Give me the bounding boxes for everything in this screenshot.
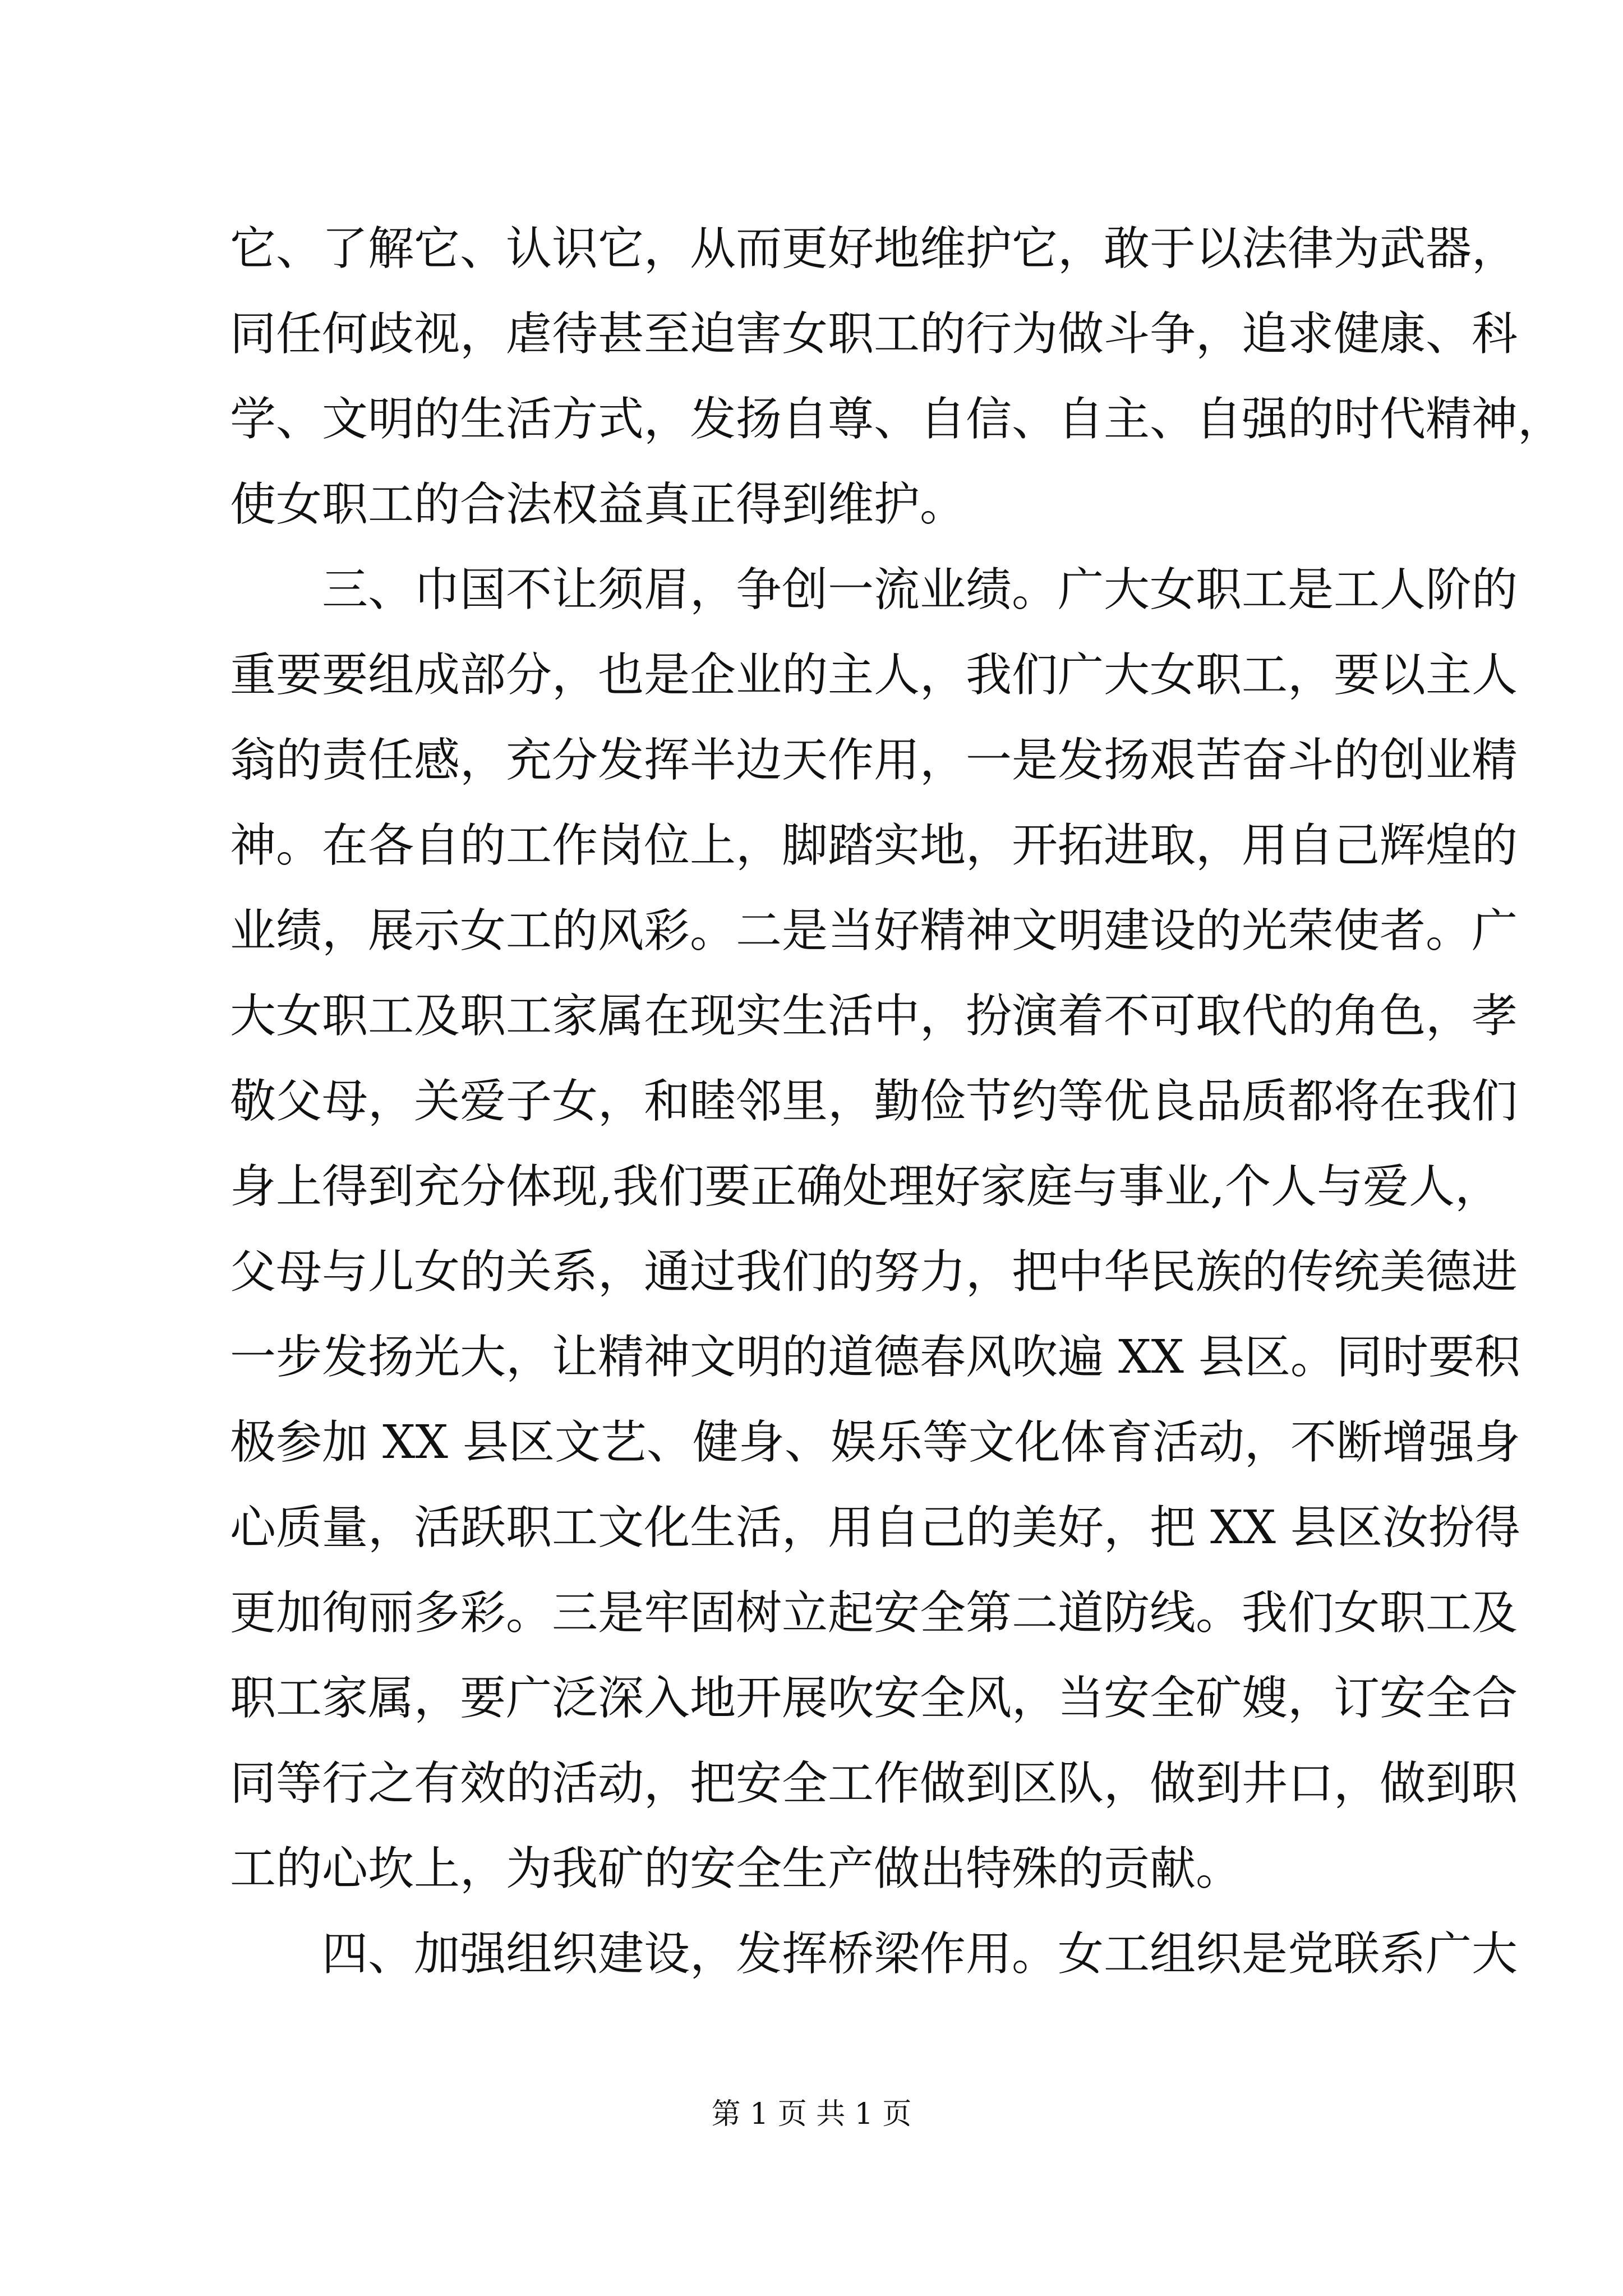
- text-line: 工的心坎上，为我矿的安全生产做出特殊的贡献。: [230, 1842, 1242, 1895]
- text-line: 业绩，展示女工的风彩。二是当好精神文明建设的光荣使者。广: [230, 904, 1518, 958]
- text-line: 翁的责任感，充分发挥半边天作用，一是发扬艰苦奋斗的创业精: [230, 734, 1518, 787]
- text-line: 同任何歧视，虐待甚至迫害女职工的行为做斗争，追求健康、科: [230, 307, 1518, 361]
- text-line: 一步发扬光大，让精神文明的道德春风吹遍 XX 县区。同时要积: [230, 1331, 1520, 1384]
- text-line: 学、文明的生活方式，发扬自尊、自信、自主、自强的时代精神，: [230, 393, 1564, 446]
- text-line: 它、了解它、认识它，从而更好地维护它，敢于以法律为武器，: [230, 222, 1518, 275]
- text-line: 大女职工及职工家属在现实生活中，扮演着不可取代的角色，孝: [230, 990, 1518, 1043]
- paragraph-start-line: 三、巾国不让须眉，争创一流业绩。广大女职工是工人阶的: [322, 563, 1518, 616]
- text-line: 极参加 XX 县区文艺、健身、娱乐等文化体育活动，不断增强身: [230, 1416, 1520, 1469]
- text-line: 同等行之有效的活动，把安全工作做到区队，做到井口，做到职: [230, 1757, 1518, 1810]
- text-line: 重要要组成部分，也是企业的主人，我们广大女职工，要以主人: [230, 648, 1518, 702]
- page-number: 第 1 页 共 1 页: [711, 2097, 912, 2131]
- text-line: 神。在各自的工作岗位上，脚踏实地，开拓进取，用自己辉煌的: [230, 819, 1518, 872]
- text-line: 心质量，活跃职工文化生活，用自己的美好，把 XX 县区汝扮得: [230, 1501, 1520, 1554]
- text-line: 使女职工的合法权益真正得到维护。: [230, 478, 966, 531]
- text-line: 父母与儿女的关系，通过我们的努力，把中华民族的传统美德进: [230, 1245, 1518, 1299]
- page-footer: [0, 2095, 1623, 2134]
- text-line: 身上得到充分体现,我们要正确处理好家庭与事业,个人与爱人，: [230, 1160, 1501, 1213]
- text-line: 职工家属，要广泛深入地开展吹安全风，当安全矿嫂，订安全合: [230, 1672, 1518, 1725]
- paragraph-start-line: 四、加强组织建设，发挥桥梁作用。女工组织是党联系广大: [322, 1927, 1518, 1981]
- text-line: 更加徇丽多彩。三是牢固树立起安全第二道防线。我们女职工及: [230, 1586, 1518, 1640]
- text-line: 敬父母，关爱子女，和睦邻里，勤俭节约等优良品质都将在我们: [230, 1075, 1518, 1128]
